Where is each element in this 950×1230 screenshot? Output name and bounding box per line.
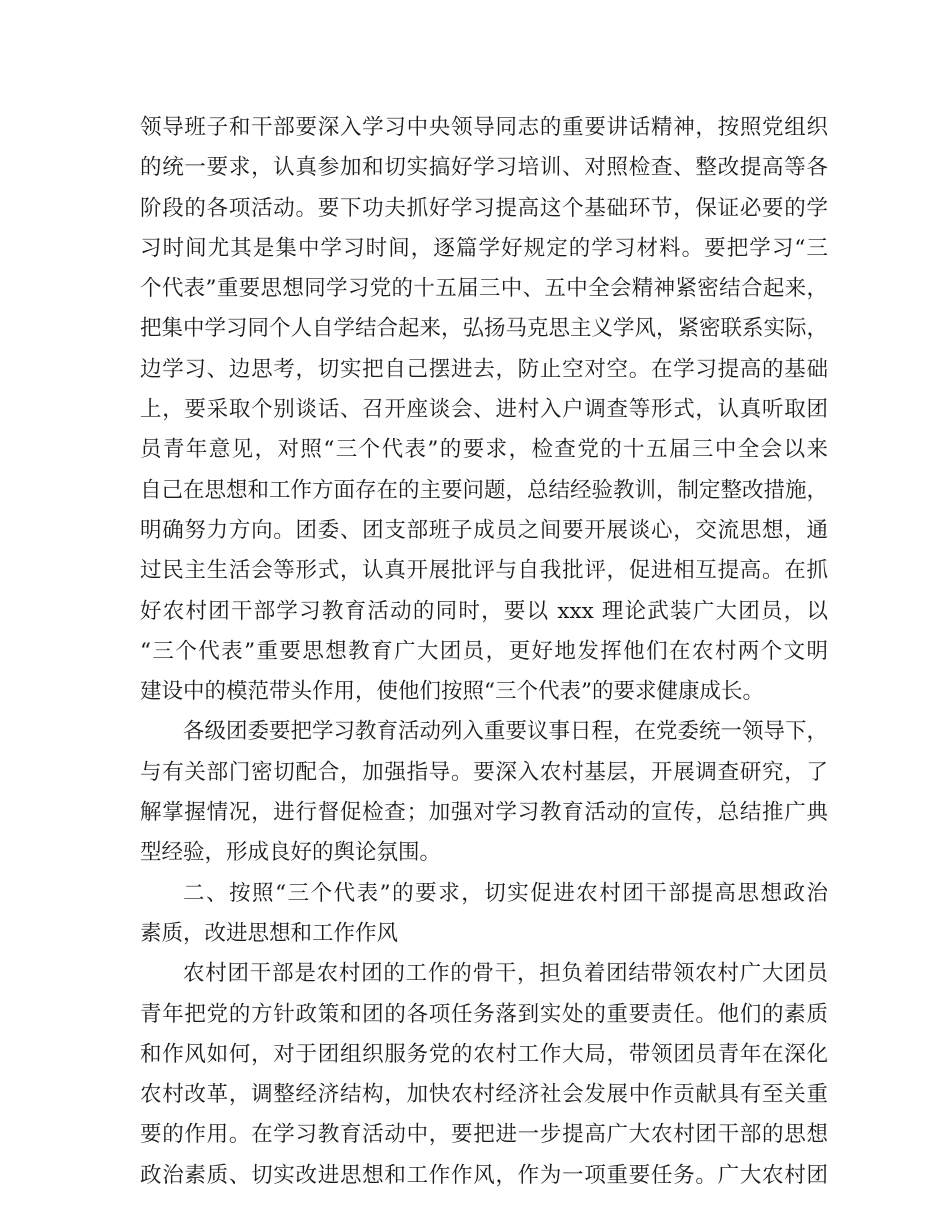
text-line: 阶段的各项活动。要下功夫抓好学习提高这个基础环节，保证必要的学 [140, 195, 828, 221]
text-line: 边学习、边思考，切实把自己摆进去，防止空对空。在学习提高的基础 [140, 356, 828, 382]
text-line: 把集中学习同个人自学结合起来，弘扬马克思主义学风，紧密联系实际， [140, 316, 829, 342]
text-line: 素质，改进思想和工作作风 [140, 920, 399, 946]
paragraph [140, 108, 828, 712]
text-line: “三个代表”重要思想教育广大团员，更好地发挥他们在农村两个文明 [140, 638, 828, 664]
paragraph [140, 954, 828, 1196]
text-line: 建设中的模范带头作用，使他们按照“三个代表”的要求健康成长。 [140, 679, 764, 705]
text-line: 习时间尤其是集中学习时间，逐篇学好规定的学习材料。要把学习“三 [140, 235, 828, 261]
text-line: 的统一要求，认真参加和切实搞好学习培训、对照检查、整改提高等各 [140, 155, 828, 181]
text-line: 农村改革，调整经济结构，加快农村经济社会发展中作贡献具有至关重 [140, 1082, 828, 1108]
text-line: 领导班子和干部要深入学习中央领导同志的重要讲话精神，按照党组织 [140, 115, 828, 140]
section-heading [140, 874, 828, 955]
text-line: 与有关部门密切配合，加强指导。要深入农村基层，开展调查研究，了 [140, 759, 828, 785]
text-line: 好农村团干部学习教育活动的同时，要以 xxx 理论武装广大团员，以 [140, 598, 828, 624]
document-body [140, 108, 828, 1196]
text-line: 农村团干部是农村团的工作的骨干，担负着团结带领农村广大团员 [183, 961, 828, 987]
paragraph [140, 712, 828, 873]
text-line: 二、按照“三个代表”的要求，切实促进农村团干部提高思想政治 [183, 880, 828, 906]
text-line: 各级团委要把学习教育活动列入重要议事日程，在党委统一领导下， [183, 719, 829, 745]
text-line: 和作风如何，对于团组织服务党的农村工作大局，带领团员青年在深化 [140, 1041, 828, 1067]
text-line: 型经验，形成良好的舆论氛围。 [140, 840, 442, 866]
text-line: 上，要采取个别谈话、召开座谈会、进村入户调查等形式，认真听取团 [140, 397, 828, 423]
text-line: 自己在思想和工作方面存在的主要问题，总结经验教训，制定整改措施， [140, 477, 829, 503]
text-line: 要的作用。在学习教育活动中，要把进一步提高广大农村团干部的思想 [140, 1122, 828, 1148]
text-line: 过民主生活会等形式，认真开展批评与自我批评，促进相互提高。在抓 [140, 558, 828, 584]
text-line: 个代表”重要思想同学习党的十五届三中、五中全会精神紧密结合起来， [140, 276, 828, 302]
text-line: 青年把党的方针政策和团的各项任务落到实处的重要责任。他们的素质 [140, 1001, 828, 1027]
text-line: 明确努力方向。团委、团支部班子成员之间要开展谈心，交流思想，通 [140, 517, 828, 543]
text-line: 政治素质、切实改进思想和工作作风，作为一项重要任务。广大农村团 [140, 1162, 828, 1188]
text-line: 员青年意见，对照“三个代表”的要求，检查党的十五届三中全会以来 [140, 437, 828, 463]
text-line: 解掌握情况，进行督促检查；加强对学习教育活动的宣传，总结推广典 [140, 800, 828, 826]
